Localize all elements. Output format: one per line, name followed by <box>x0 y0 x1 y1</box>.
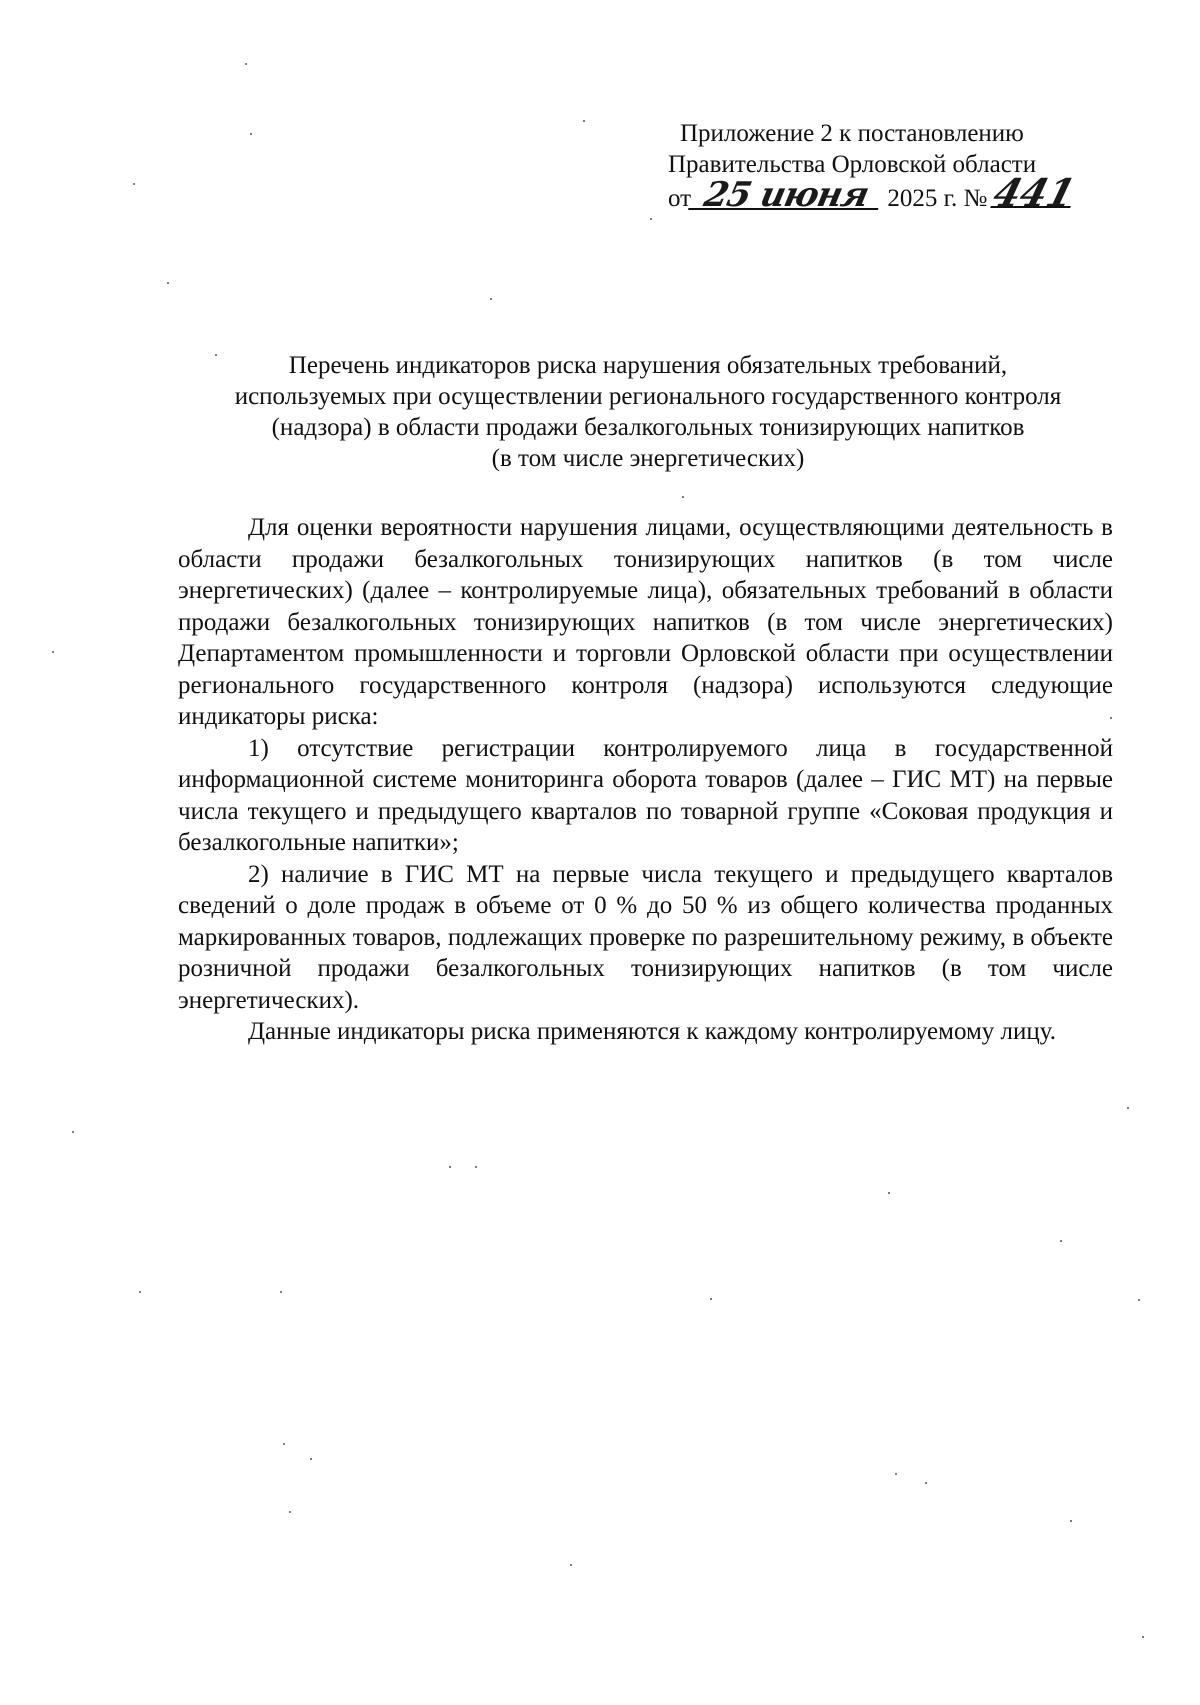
scan-speckle <box>1142 1636 1144 1638</box>
header-line-2: Правительства Орловской области <box>668 151 1037 178</box>
scan-speckle <box>1110 717 1112 719</box>
title-line-4: (в том числе энергетических) <box>491 445 805 472</box>
scan-speckle <box>490 298 492 300</box>
date-prefix: от <box>668 185 692 212</box>
appendix-header <box>668 118 1088 214</box>
closing-paragraph: Данные индикаторы риска применяются к каждому контролируемому лицу. <box>248 1018 1057 1045</box>
scan-speckle <box>650 218 652 220</box>
title-line-3: (надзора) в области продажи безалкогольных тонизирующих напитков <box>271 414 1025 441</box>
scan-speckle <box>250 133 252 135</box>
scan-speckle <box>72 1131 74 1133</box>
scan-speckle <box>888 1192 890 1194</box>
scan-speckle <box>925 1482 927 1484</box>
header-line-3 <box>668 170 1088 215</box>
scan-speckle <box>583 120 585 122</box>
scan-speckle <box>475 1166 477 1168</box>
scan-speckle <box>215 354 217 356</box>
scan-speckle <box>52 651 54 653</box>
scan-speckle <box>1127 1107 1129 1109</box>
intro-paragraph: Для оценки вероятности нарушения лицами, осуществляющими деятельность в области продажи безалкогольных тонизирующих напитков (в том числе энергетических) (далее – контролируемые лица), обязательных требований в области продажи безалкогольных тонизирующих напитков (в том числе энергетических) Департаментом промышленности и торговли Орловской области при осуществлении регионального государственного контроля (надзора) используются следующие индикаторы риска: <box>178 514 1113 730</box>
header-line-1: Приложение 2 к постановлению <box>680 120 1024 147</box>
scan-speckle <box>1138 1299 1140 1301</box>
scan-speckle <box>1070 1520 1072 1522</box>
risk-indicator-2: 2) наличие в ГИС МТ на первые числа текущего и предыдущего кварталов сведений о доле продаж в объеме от 0 % до 50 % из общего количества проданных маркированных товаров, подлежащих проверке по разрешительному режиму, в объекте розничной продажи безалкогольных тонизирующих напитков (в том числе энергетических). <box>178 860 1113 1014</box>
scan-speckle <box>289 1511 291 1513</box>
title-line-1: Перечень индикаторов риска нарушения обязательных требований, <box>288 352 1008 379</box>
scan-speckle <box>895 1473 897 1475</box>
scan-speckle <box>449 1166 451 1168</box>
scan-speckle <box>167 282 169 284</box>
document-title <box>178 350 1118 474</box>
scan-speckle <box>283 1443 285 1445</box>
year-and-number-label: 2025 г. № <box>887 185 988 212</box>
scan-speckle <box>682 496 684 498</box>
handwritten-date: 25 июня <box>688 182 884 210</box>
scan-speckle <box>280 1291 282 1293</box>
scan-speckle <box>310 1458 312 1460</box>
scan-speckle <box>245 63 247 65</box>
handwritten-number: 441 <box>988 170 1080 215</box>
scan-speckle <box>1060 1240 1062 1242</box>
scan-speckle <box>133 183 135 185</box>
risk-indicator-1: 1) отсутствие регистрации контролируемого лица в государственной информационной системе мониторинга оборота товаров (далее – ГИС МТ) на первые числа текущего и предыдущего кварталов по товарной группе «Соковая продукция и безалкогольные напитки»; <box>178 734 1113 856</box>
document-body <box>178 512 1113 1048</box>
scan-speckle <box>710 1298 712 1300</box>
scan-speckle <box>139 1291 141 1293</box>
title-line-2: используемых при осуществлении регионального государственного контроля <box>234 383 1062 410</box>
scan-speckle <box>570 1564 572 1566</box>
